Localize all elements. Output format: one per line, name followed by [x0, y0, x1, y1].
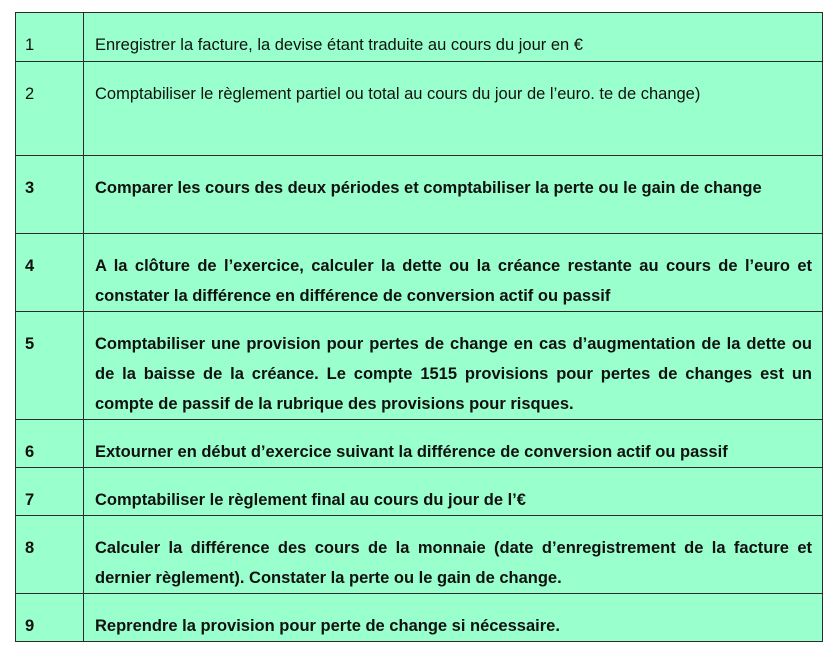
- step-text: Comptabiliser le règlement partiel ou total au cours du jour de l’euro. te de change): [84, 62, 823, 156]
- step-number: 7: [16, 468, 84, 516]
- step-text: Reprendre la provision pour perte de change si nécessaire.: [84, 594, 823, 642]
- step-number: 6: [16, 420, 84, 468]
- table-row: [16, 156, 823, 234]
- step-number: 5: [16, 312, 84, 420]
- table-row: [16, 312, 823, 420]
- steps-table-container: [15, 12, 823, 642]
- table-row: [16, 13, 823, 62]
- step-text: Comparer les cours des deux périodes et comptabiliser la perte ou le gain de change: [84, 156, 823, 234]
- step-number: 2: [16, 62, 84, 156]
- step-number: 3: [16, 156, 84, 234]
- step-number: 8: [16, 516, 84, 594]
- step-text: Comptabiliser le règlement final au cours du jour de l’€: [84, 468, 823, 516]
- step-number: 4: [16, 234, 84, 312]
- step-text: A la clôture de l’exercice, calculer la dette ou la créance restante au cours de l’euro et constater la différence en différence de conversion actif ou passif: [84, 234, 823, 312]
- step-text: Comptabiliser une provision pour pertes de change en cas d’augmentation de la dette ou de la baisse de la créance. Le compte 1515 provisions pour pertes de changes est un compte de passif de la rubrique des provisions pour risques.: [84, 312, 823, 420]
- step-text: Calculer la différence des cours de la monnaie (date d’enregistrement de la facture et dernier règlement). Constater la perte ou le gain de change.: [84, 516, 823, 594]
- step-text: Extourner en début d’exercice suivant la différence de conversion actif ou passif: [84, 420, 823, 468]
- table-row: [16, 594, 823, 642]
- step-number: 1: [16, 13, 84, 62]
- steps-table: [15, 12, 823, 642]
- step-text: Enregistrer la facture, la devise étant traduite au cours du jour en €: [84, 13, 823, 62]
- table-row: [16, 468, 823, 516]
- table-row: [16, 516, 823, 594]
- table-row: [16, 62, 823, 156]
- table-row: [16, 420, 823, 468]
- step-number: 9: [16, 594, 84, 642]
- table-row: [16, 234, 823, 312]
